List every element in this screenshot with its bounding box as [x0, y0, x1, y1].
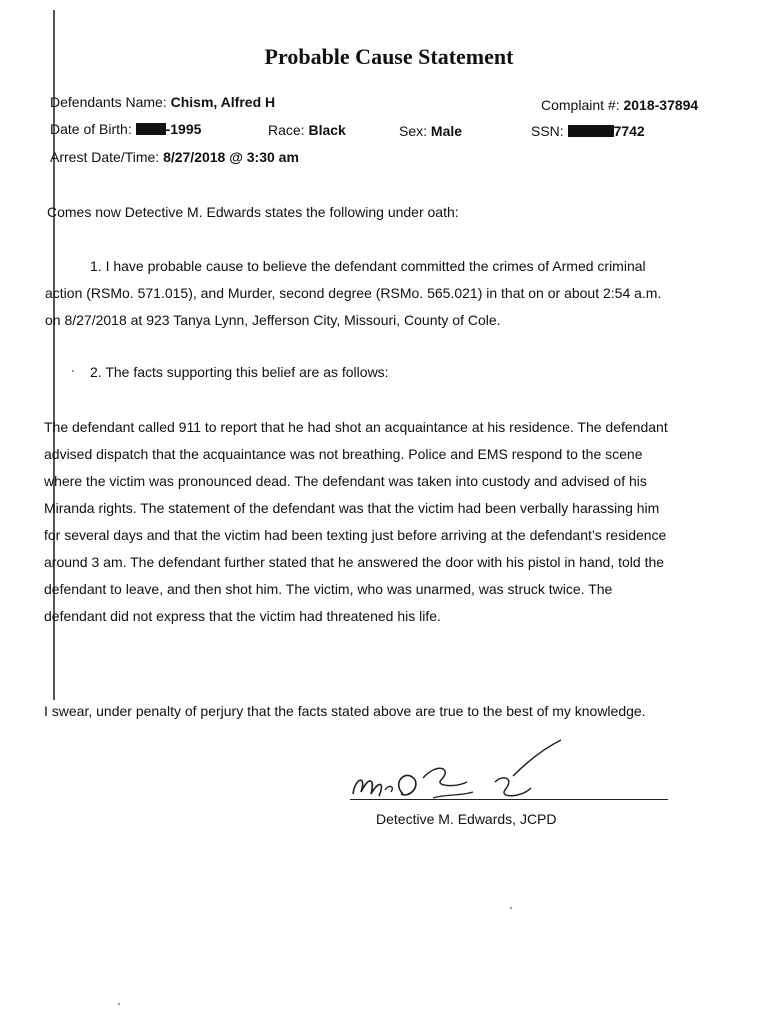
arrest-datetime-field: [50, 149, 299, 165]
race-label: Race:: [268, 122, 305, 138]
facts-line-8: defendant did not express that the victim had threatened his life.: [44, 608, 441, 624]
defendant-name-value: Chism, Alfred H: [170, 94, 276, 110]
intro-statement: Comes now Detective M. Edwards states the following under oath:: [47, 204, 459, 220]
facts-line-5: for several days and that the victim had been texting just before arriving at the defendant’s residence: [44, 527, 667, 543]
ssn-value: 7742: [613, 123, 645, 139]
item1-line-3: on 8/27/2018 at 923 Tanya Lynn, Jefferson City, Missouri, County of Cole.: [45, 312, 501, 328]
facts-line-1: The defendant called 911 to report that he had shot an acquaintance at his residence. The defendant: [44, 419, 668, 435]
dob-value: -1995: [165, 121, 202, 137]
race-value: Black: [308, 122, 346, 138]
ssn-redaction: [568, 125, 614, 137]
document-title: Probable Cause Statement: [264, 44, 514, 69]
handwritten-signature: [345, 738, 585, 808]
item2-heading: 2. The facts supporting this belief are as follows:: [90, 364, 389, 380]
arrest-value: 8/27/2018 @ 3:30 am: [163, 149, 299, 165]
facts-line-6: around 3 am. The defendant further stated that he answered the door with his pistol in hand, told the: [44, 554, 665, 570]
item1-line-2: action (RSMo. 571.015), and Murder, second degree (RSMo. 565.021) in that on or about 2:54 a.m.: [45, 285, 662, 301]
signature-line: [350, 799, 668, 800]
complaint-label: Complaint #:: [541, 97, 620, 113]
sex-label: Sex:: [399, 123, 428, 139]
dob-field: [50, 121, 201, 137]
facts-line-4: Miranda rights. The statement of the defendant was that the victim had been verbally harassing him: [44, 500, 660, 516]
facts-line-3: where the victim was pronounced dead. The defendant was taken into custody and advised of his: [44, 473, 647, 489]
ssn-label: SSN:: [531, 123, 564, 139]
signatory-name: Detective M. Edwards, JCPD: [376, 811, 557, 827]
scan-speck: [118, 1003, 120, 1005]
facts-line-2: advised dispatch that the acquaintance was not breathing. Police and EMS respond to the scene: [44, 446, 643, 462]
dob-label: Date of Birth:: [50, 121, 132, 137]
complaint-number-field: [541, 97, 698, 113]
oath-statement: I swear, under penalty of perjury that the facts stated above are true to the best of my knowledge.: [44, 703, 646, 719]
sex-field: [399, 123, 462, 139]
race-field: [268, 122, 346, 138]
arrest-label: Arrest Date/Time:: [50, 149, 160, 165]
sex-value: Male: [430, 123, 463, 139]
item1-line-1: 1. I have probable cause to believe the defendant committed the crimes of Armed criminal: [90, 258, 646, 274]
complaint-value: 2018-37894: [623, 97, 699, 113]
defendant-name-field: [50, 94, 275, 110]
ssn-field: [531, 123, 645, 139]
defendant-name-label: Defendants Name:: [50, 94, 167, 110]
dob-redaction: [136, 123, 166, 135]
scan-speck: [72, 370, 74, 372]
facts-line-7: defendant to leave, and then shot him. The victim, who was unarmed, was struck twice. The: [44, 581, 613, 597]
scan-speck: [510, 907, 512, 909]
